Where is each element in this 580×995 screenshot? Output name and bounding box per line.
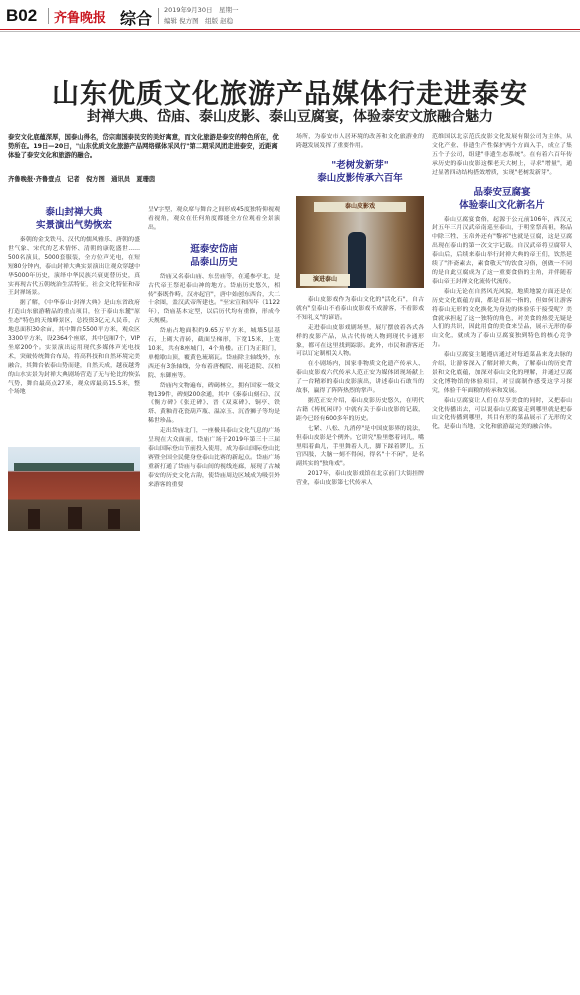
- article-paragraph: 走进泰山皮影戏剧场里，展厅摆放着各式各样的皮影产品，从古代传统人物到现代卡通形象，都可在这里找到踪影。此外，市民和游客还可以订定制相关人物。: [296, 324, 424, 358]
- section-title-4: 品泰安豆腐宴: [473, 186, 531, 198]
- article-body-4-top: [432, 133, 572, 178]
- photo-banner: 演进泰山: [300, 274, 350, 286]
- newspaper-logo: 齐鲁晚报: [54, 11, 107, 26]
- article-body-4: [432, 216, 572, 433]
- photo-door: [68, 507, 82, 529]
- article-paragraph: 据范正安介绍，泰山皮影历史悠久，在明代古籍《梼杌闲评》中就有关于泰山皮影的记载，距今已经有600多年的历史。: [296, 397, 424, 422]
- masthead-rule: [0, 29, 580, 30]
- article-paragraph: 秦朝的金戈铁马、汉代的儒风雅乐、唐朝的盛世气象、宋代的艺术情怀、清朝的康乾盛世……500名演员，5000套服装，全方位声光电，在短短80分钟内，泰山封禅大典实景演出让观众穿越中华5000年历史，演绎中华民族兴衰更替历史，真实再现古代五朝统治生活特征，社会文化特征和帝王封禅场景。: [8, 237, 140, 297]
- photo-door: [28, 509, 40, 529]
- article-paragraph: 场所，为泰安市人居环境的改善和文化旅游业的跨越发展发挥了重要作用。: [296, 134, 424, 149]
- section-title-1: 泰山封禅大典: [45, 207, 103, 218]
- article-body-1: [8, 236, 140, 397]
- photo-fengshan-gate: [8, 447, 140, 531]
- masthead-divider-2: [158, 8, 159, 24]
- page-headline: 山东优质文化旅游产品媒体行走进泰安: [52, 79, 528, 110]
- section-quote-3: "老树发新芽": [331, 159, 389, 171]
- section-title-2: 逛泰安岱庙: [190, 243, 238, 255]
- article-paragraph: 泰山豆腐宴食俗，起源于公元前106年，西汉元封五年三月汉武帝南巡至泰山，于明堂祭高祖，称品中除三牲、玉帛外还有"黎祁"也就是豆腐，这是豆腐出现在泰山的第一次文字记载。自汉武帝将豆腐带人泰山后，后续来泰山举行封禅大典的帝王们，饮然延续了"泮斋素去，素食敬天"的饮食习俗，创做一不同的是自此豆腐成为了这一重要食俗的主角，并伴随着泰山帝王封禅文化流传代流传。: [432, 216, 572, 285]
- page-number: B02: [6, 6, 38, 25]
- photo-shadow-puppet: [296, 196, 424, 288]
- column-3-top: [296, 133, 424, 185]
- issue-date: 2019年9月30日 星期一: [164, 6, 239, 14]
- masthead-divider: [48, 8, 49, 24]
- byline: 齐鲁晚报·齐鲁壹点 记者 倪方图 通讯员 夏珊茵: [8, 176, 156, 183]
- article-paragraph: 泰山豆腐宴让人们在尽享美食的同时，又把泰山文化传播出去，可以说泰山豆腐宴走到哪里就是把泰山文化传播到哪里，其目有形的菜品展示了无形的文化，是泰山当地，文化和旅游最完美的融合体。: [432, 397, 572, 431]
- article-paragraph: 泰山皮影戏作为泰山文化的"活化石"，自古就有"皇泰山不看泰山皮影戏不成游客，不看影戏不知礼义"的谚语。: [296, 297, 424, 321]
- article-paragraph: 在小剧场内，国家非物质文化遗产传承人、泰山皮影戏六代传承人范正安为媒体团现场献上了一台精彩的泰山皮影演出，讲述泰山石敢当的故事，赢得了阵阵热烈的掌声。: [296, 361, 424, 395]
- section-subtitle-4: 体验泰山文化新名片: [459, 199, 545, 211]
- masthead-rule-thin: [0, 31, 580, 32]
- column-2: [148, 206, 280, 490]
- page-subheadline: 封禅大典、岱庙、泰山皮影、泰山豆腐宴，体验泰安文旅融合魅力: [87, 109, 493, 125]
- section-title-3: 泰山皮影传承六百年: [317, 172, 403, 184]
- column-4: [432, 133, 572, 433]
- photo-sign: 泰山皮影戏: [314, 202, 406, 212]
- article-paragraph: 呈V字型，观众席与舞台之间形成45度独特仰视观看视角，观众在任何角度都能全方位观看全景演出。: [148, 207, 280, 231]
- column-1: [8, 206, 140, 398]
- article-paragraph: 泰山豆腐宴主题遵店通过对每道菜品来龙去脉的介绍，让游客深入了解封禅大典，了解泰山的历史背景和文化底蕴，加深对泰山文化的理解，并通过豆腐文化博物馆的体验项目，对豆腐制作感受这学习探究，体验千年面粮的传承和发展。: [432, 352, 572, 394]
- column-3: [296, 296, 424, 489]
- article-paragraph: 七紧、八松、九消停"是中国皮影界的说法，但泰山皮影是个例外。它讲究"脸里憋着词儿，嘴里唱着曲儿，手里舞着人儿，脚下踩着锣儿，五官四肢，大脑一刻不得闲，得名"十不闲"，是名副其实的"独角戏"。: [296, 425, 424, 468]
- article-paragraph: 2017年，泰山皮影戏馆在北京前门大街挂牌营业，泰山皮影第七代传承人: [296, 471, 424, 487]
- article-paragraph: 岱庙内文物遍布，碑碣林立，拥有国家一级文物139件，碑刻200余通，其中《秦泰山刻石》、汉《衡方碑》《张迁碑》、晋《双束碑》、铜亭、铁塔、黄釉青花瓷葫芦瓶、温凉玉、沉香狮子等均是稀世珍品。: [148, 382, 280, 425]
- editor-credits: 编辑 倪方图 组版 赵稳: [164, 17, 234, 25]
- article-paragraph: 走出岱庙北门，一座极具泰山文化气息的广场呈现在大众面前，岱庙广场于2019年第三十三届泰山国际登山节前投入使用，成为泰山国际登山比赛暨全国全民健身登泰山比赛的新起点。岱庙广场重新打通了岱庙与泰山间的视线连廊，展现了古城泰安的历史文化古韵，使岱庙周边区域成为吸引外来游客的重要: [148, 428, 280, 488]
- lead-paragraph: 泰安文化底蕴深厚，国泰山得名，岱宗南国泰民安的美好寓意，而文化旅游是泰安的特色所在，优势所在。19日—20日，"山东优质文化旅游产品网络媒体采风行"第二期采风团走进泰安，近距离体验了泰安文化和旅游的融合。: [8, 134, 279, 160]
- article-paragraph: 范维国以北京范氏皮影文化发展有限公司为主体，从文化产业、非遗生产性保护两个方面入手，成立了集五个子公司，组建"非遗生态系统"。在有着六百年传承历史的泰山皮影这棵老天大树上，寻求"增量"，通过显著四动结构搭效增质，实现"老树发新芽"。: [432, 134, 572, 176]
- section-subtitle-1: 实景演出气势恢宏: [35, 220, 112, 231]
- article-body-3: [296, 296, 424, 488]
- section-subtitle-2: 品泰山历史: [190, 256, 238, 268]
- article-paragraph: 泰山无论在自然风光风貌，地质地貌方面还是在历史文化底蕴方面，都是首屈一指的，但如何让游客将泰山无形的文化换化为身边的体验乐于接受呢？美食就承担起了这一独特的角色，对美食的热爱无疑是人们的共识，因此用食的美食来呈品，展示无形的泰山文化，就成为了泰山豆腐宴独到特色的核心竞争力。: [432, 288, 572, 349]
- article-body-3-top: [296, 133, 424, 151]
- photo-door: [108, 509, 120, 529]
- photo-roof: [14, 463, 134, 471]
- section-name: 综合: [120, 9, 153, 28]
- article-paragraph: 岱庙占地面积约9.65万平方米，城墙5层基石，上砌大青砖，截面呈梯形，下宽15米，上宽10米，共有8座城门，4个角楼。正门为正阳门，单檐歇山顶，覆黄色琉璃瓦。岱庙除主轴线外，东西还有3条轴线，分布着唐槐院、雨花道院、汉柏院、东御座等。: [148, 328, 280, 379]
- article-body-2: [148, 273, 280, 490]
- article-paragraph: 据了解，《中华泰山·封禅大典》是山东省政府打造山东旅游精品的重点项目，位于泰山东麓"原生态"特色的天烛峰景区，总投资3亿元人民币，占地总面积30余亩，其中舞台5500平方米，观众区3300平方米，设2364个座席，其中包厢7个，VIP坐席200个。实景演出运用现代多媒体声光电技术，突破传统舞台布局，将高科技和自然环境完美融合，其舞台依泰山势而建，自然天成，越夜越秀的山水实景为封禅大典剧场营造了无与伦比的恢弘气势，舞台最高点27米，观众席最高15.5米，整个场地: [8, 300, 140, 396]
- photo-performer: [348, 232, 366, 288]
- article-body-2-top: [148, 206, 280, 233]
- article-paragraph: 岱庙又名泰山庙、东岳庙等，在遥参亭北，是古代帝王祭祀泰山神的地方。岱庙历史悠久，相传"秦既作畤，汉亦起宫"，唐中始创东西台，大二十余图，盖汉武帝所建也。"至宋宣和四年（1122年），岱庙基本定型，以后历代均有重修，形成今天规模。: [148, 273, 280, 325]
